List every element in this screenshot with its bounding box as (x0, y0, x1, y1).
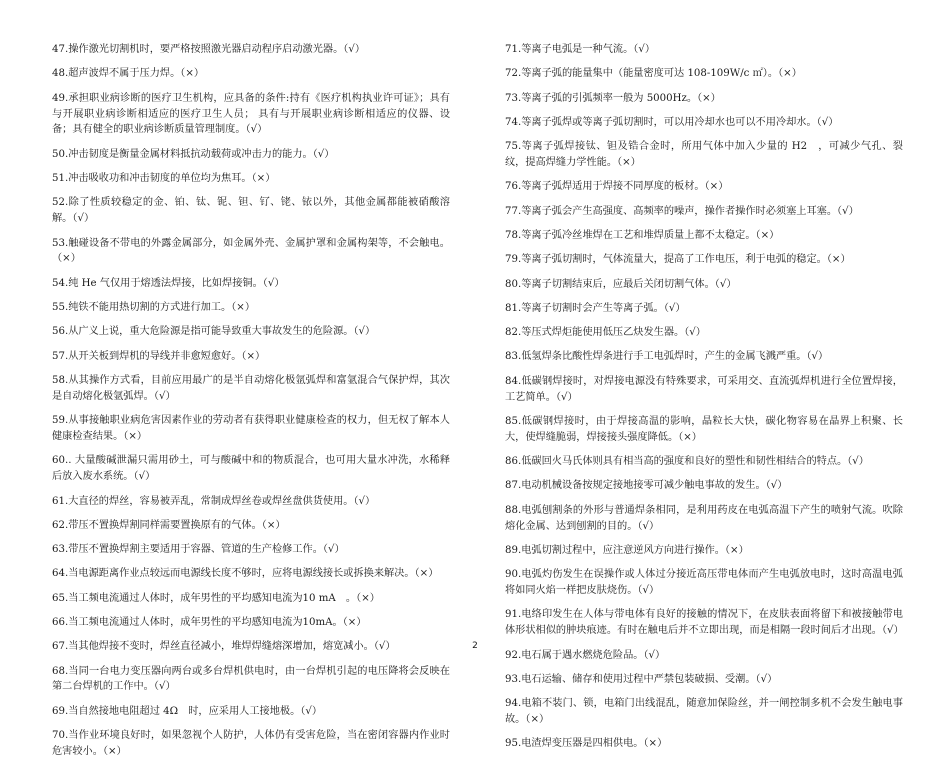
question-item: 79.等离子弧切割时，气体流量大，提高了工作电压，利于电弧的稳定。（×） (505, 254, 851, 266)
question-item: 77.等离子弧会产生高强度、高频率的噪声，操作者操作时必须塞上耳塞。（√） (505, 205, 859, 217)
question-item: 69.当自然接地电阻超过 4Ω 时，应采用人工接地极。（√） (52, 705, 323, 717)
question-item: 63.带压不置换焊割主要适用于容器、管道的生产检修工作。（√） (52, 544, 345, 556)
question-item: 80.等离子切割结束后，应最后关闭切割气体。（√） (505, 278, 737, 290)
question-item: 51.冲击吸收功和冲击韧度的单位均为焦耳。（×） (52, 173, 276, 184)
question-item: 64.当电源距离作业点较远而电源线长度不够时，应将电源线接长或拆换来解决。（×） (52, 568, 439, 580)
question-item: 47.操作激光切割机时，要严格按照激光器启动程序启动激光器。（√） (52, 44, 366, 55)
question-item: 71.等离子电弧是一种气流。（√） (505, 44, 656, 55)
question-item: 93.电石运输、储存和使用过程中严禁包装破损、受潮。（√） (505, 673, 778, 685)
left-column (52, 42, 450, 768)
page-number: 2 (472, 641, 478, 651)
question-item: 81.等离子切割时会产生等离子弧。（√） (505, 302, 686, 314)
question-item: 54.纯 He 气仅用于熔透法焊接，比如焊接铜。（√） (52, 277, 285, 289)
question-item: 95.电渣焊变压器是四相供电。（×） (505, 738, 668, 750)
question-item: 74.等离子弧焊或等离子弧切割时，可以用冷却水也可以不用冷却水。（√） (505, 116, 839, 128)
question-item: 56.从广义上说，重大危险源是指可能导致重大事故发生的危险源。（√） (52, 326, 376, 338)
question-item: 60.. 大量酸碱泄漏只需用砂土，可与酸碱中和的物质混合，也可用大量水冲洗，水稀释后放入废水系统。（√） (52, 455, 450, 483)
question-item: 88.电弧刨割条的外形与普通焊条相同，是利用药皮在电弧高温下产生的喷射气流。吹除熔化金属、达到刨割的目的。（√） (505, 504, 903, 532)
question-item: 49.承担职业病诊断的医疗卫生机构，应具备的条件:持有《医疗机构执业许可证》；具有与开展职业病诊断相适应的医疗卫生人员； 具有与开展职业病诊断相适应的仪器、设备；具有健全的职业病诊断质量管理制度。（√） (52, 92, 450, 136)
question-item: 66.当工频电流通过人体时，成年男性的平均感知电流为10mA。（×） (52, 616, 367, 628)
question-item: 53.触碰设备不带电的外露金属部分，如金属外壳、金属护罩和金属构架等，不会触电。（×） (52, 237, 450, 265)
question-item: 94.电箱不装门、锁，电箱门出线混乱，随意加保险丝，并一闸控制多机不会发生触电事故。（×） (505, 698, 903, 726)
question-item: 84.低碳钢焊接时，对焊接电源没有特殊要求，可采用交、直流弧焊机进行全位置焊接，工艺简单。（√） (505, 375, 903, 403)
question-item: 85.低碳钢焊接时，由于焊接高温的影响，晶粒长大快，碳化物容易在晶界上积聚、长大，使焊缝脆弱，焊接接头强度降低。（×） (505, 415, 903, 443)
question-item: 52.除了性质较稳定的金、铂、钛、铌、钽、钌、铑、铱以外，其他金属都能被硝酸溶解。（√） (52, 197, 450, 225)
question-item: 57.从开关板到焊机的导线并非愈短愈好。（×） (52, 350, 266, 362)
question-item: 65.当工频电流通过人体时，成年男性的平均感知电流为10 mA 。（×） (52, 592, 380, 604)
question-item: 75.等离子弧焊接钛、钽及锆合金时，所用气体中加入少量的 H2 ，可减少气孔、裂纹，提高焊缝力学性能。（×） (505, 141, 903, 169)
question-item: 50.冲击韧度是衡量金属材料抵抗动载荷或冲击力的能力。（√） (52, 148, 335, 160)
question-item: 73.等离子弧的引弧频率一般为 5000Hz。（×） (505, 92, 721, 104)
question-item: 92.电石属于遇水燃烧危险品。（√） (505, 649, 666, 661)
right-column (505, 42, 903, 761)
question-item: 48.超声波焊不属于压力焊。（×） (52, 68, 205, 80)
question-item: 68.当同一台电力变压器向两台或多台焊机供电时，由一台焊机引起的电压降将会反映在第二台焊机的工作中。（√） (52, 665, 450, 693)
question-item: 58.从其操作方式看，目前应用最广的是半自动熔化极氩弧焊和富氩混合气保护焊，其次是自动熔化极氩弧焊。（√） (52, 374, 450, 402)
question-item: 83.低氢焊条比酸性焊条进行手工电弧焊时，产生的金属飞溅严重。（√） (505, 351, 829, 363)
question-item: 82.等压式焊炬能使用低压乙炔发生器。（√） (505, 327, 706, 339)
question-item: 67.当其他焊接不变时，焊丝直径减小，堆焊焊缝熔深增加，熔宽减小。（√） (52, 641, 396, 653)
question-item: 86.低碳回火马氏体则具有相当高的强度和良好的塑性和韧性相结合的特点。（√） (505, 456, 869, 468)
question-item: 78.等离子弧冷丝堆焊在工艺和堆焊质量上都不太稳定。（×） (505, 229, 780, 241)
question-item: 61.大直径的焊丝，容易被弄乱，常制成焊丝卷或焊丝盘供货使用。（√） (52, 495, 376, 507)
question-item: 89.电弧切割过程中，应注意逆风方向进行操作。（×） (505, 544, 749, 556)
question-item: 76.等离子弧焊适用于焊接不同厚度的板材。（×） (505, 181, 729, 193)
question-item: 90.电弧灼伤发生在误操作或人体过分接近高压带电体而产生电弧放电时，这时高温电弧将如同火焰一样把皮肤烧伤。（√） (505, 569, 903, 597)
question-item: 62.带压不置换焊割同样需要置换原有的气体。（×） (52, 519, 286, 531)
question-item: 70.当作业环境良好时，如果忽视个人防护，人体仍有受害危险，当在密闭容器内作业时危害较小。（×） (52, 730, 450, 757)
question-item: 72.等离子弧的能量集中（能量密度可达 108-109W/c ㎡）。（×） (505, 68, 802, 80)
question-item: 91.电络印发生在人体与带电体有良好的接触的情况下，在皮肤表面将留下和被接触带电体形状相似的肿块痕迹。有时在触电后并不立即出现，而是相隔一段时间后才出现。（√） (505, 609, 904, 637)
question-item: 55.纯铁不能用热切割的方式进行加工。（×） (52, 302, 256, 313)
question-item: 59.从事接触职业病危害因素作业的劳动者有获得职业健康检查的权力，但无权了解本人健康检查结果。（×） (52, 415, 450, 442)
question-item: 87.电动机械设备按规定接地接零可减少触电事故的发生。（√） (505, 480, 788, 492)
